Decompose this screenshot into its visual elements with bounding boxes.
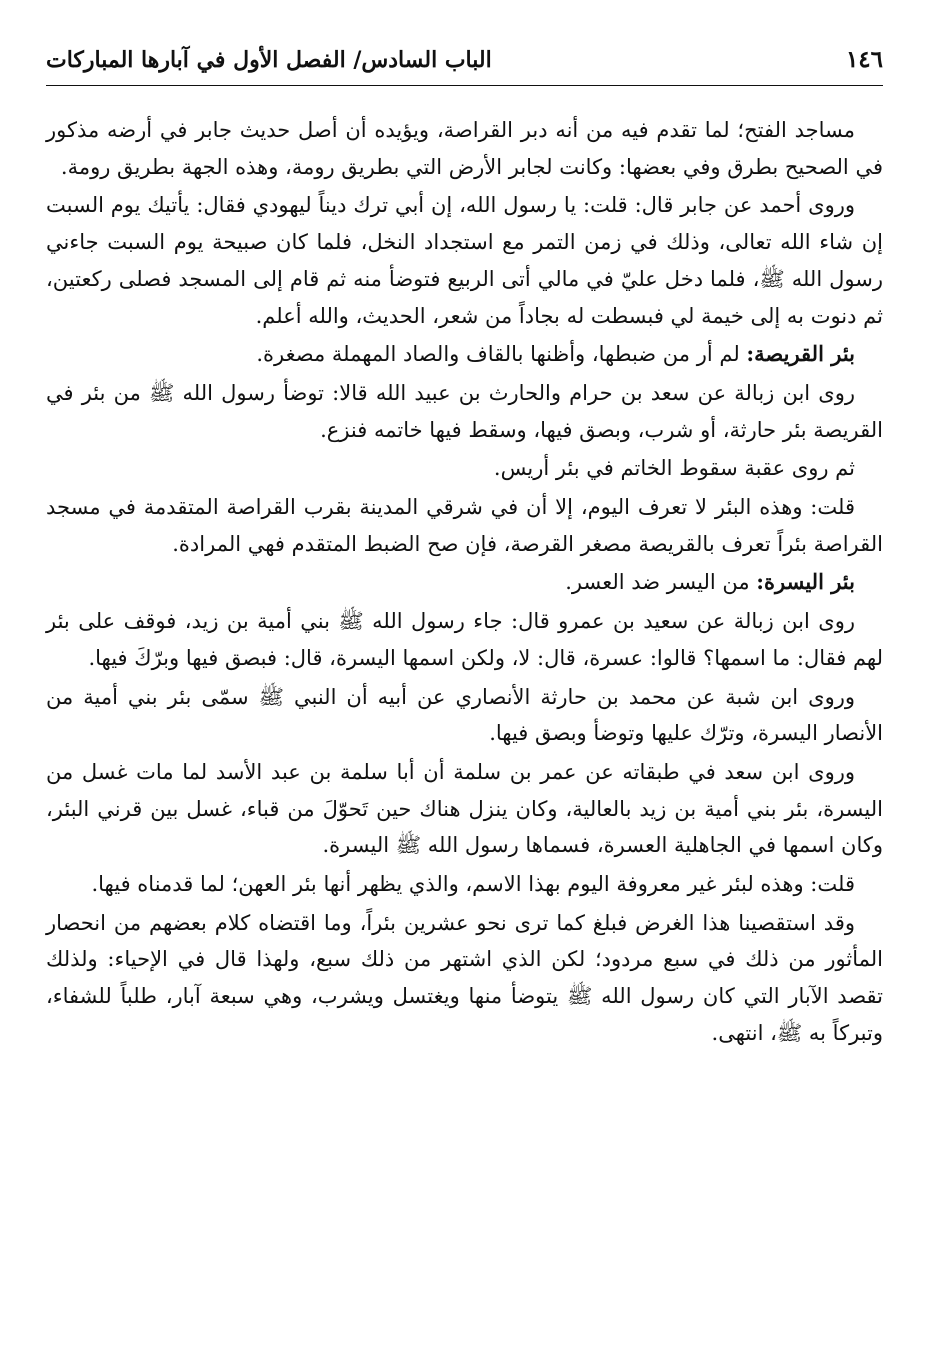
- paragraph: روى ابن زبالة عن سعيد بن عمرو قال: جاء رسول الله ﷺ بني أمية بن زيد، فوقف على بئر لهم فقال: ما اسمها؟ قالوا: عسرة، قال: لا، ولكن اسمها اليسرة، قال: فبصق فيها وبرّكَ فيها.: [46, 609, 883, 670]
- page-header: [46, 42, 883, 86]
- page-number: ١٤٦: [845, 46, 883, 73]
- paragraph: وقد استقصينا هذا الغرض فبلغ كما ترى نحو عشرين بئراً، وما اقتضاه كلام بعضهم من انحصار المأثور من ذلك في سبع مردود؛ لكن الذي اشتهر من ذلك سبع، ولهذا قال في الإحياء: ولذلك تقصد الآبار التي كان رسول الله ﷺ يتوضأ منها ويغتسل ويشرب، وهي سبعة آبار، طلباً للشفاء، وتبركاً به ﷺ، انتهى.: [46, 910, 883, 1045]
- paragraph: وروى ابن سعد في طبقاته عن عمر بن سلمة أن أبا سلمة بن عبد الأسد لما مات غسل من اليسرة، بئر بني أمية بن زيد بالعالية، وكان ينزل هناك حين تَحوّلَ من قباء، غسل بين قرني البئر، وكان اسمها في الجاهلية العسرة، فسماها رسول الله ﷺ اليسرة.: [46, 759, 883, 858]
- paragraph: بئر القريصة: لم أر من ضبطها، وأظنها بالقاف والصاد المهملة مصغرة.: [256, 341, 855, 367]
- page-body: [46, 112, 883, 1054]
- well-name-term: بئر اليسرة:: [756, 569, 855, 595]
- running-title: الباب السادس/ الفصل الأول في آبارها المباركات: [46, 47, 492, 73]
- paragraph: وروى أحمد عن جابر قال: قلت: يا رسول الله، إن أبي ترك ديناً ليهودي فقال: يأتيك يوم السبت إن شاء الله تعالى، وذلك في زمن التمر مع استجداد النخل، فلما كان صبيحة يوم السبت جاءني رسول الله ﷺ، فلما دخل عليّ في مالي أتى الربيع فتوضأ منه ثم قام إلى المسجد فصلى ركعتين، ثم دنوت به إلى خيمة لي فبسطت له بجاداً من شعر، الحديث، والله أعلم.: [46, 193, 883, 328]
- paragraph: وروى ابن شبة عن محمد بن حارثة الأنصاري عن أبيه أن النبي ﷺ سمّى بئر بني أمية من الأنصار اليسرة، وترّك عليها وتوضأ وبصق فيها.: [46, 684, 883, 746]
- well-name-term: بئر القريصة:: [746, 341, 855, 367]
- paragraph: ثم روى عقبة سقوط الخاتم في بئر أريس.: [493, 456, 855, 481]
- paragraph: قلت: وهذه لبئر غير معروفة اليوم بهذا الاسم، والذي يظهر أنها بئر العهن؛ لما قدمناه فيها.: [91, 872, 855, 897]
- paragraph: مساجد الفتح؛ لما تقدم فيه من أنه دبر القراصة، ويؤيده أن أصل حديث جابر في أرضه مذكور في الصحيح بطرق وفي بعضها: وكانت لجابر الأرض التي بطريق رومة، وهذه الجهة بطريق رومة.: [46, 118, 883, 179]
- paragraph: روى ابن زبالة عن سعد بن حرام والحارث بن عبيد الله قالا: توضأ رسول الله ﷺ من بئر في القريصة بئر حارثة، أو شرب، وبصق فيها، وسقط فيها خاتمه فنزع.: [46, 380, 883, 442]
- header-rule: [46, 85, 883, 86]
- paragraph: بئر اليسرة: من اليسر ضد العسر.: [565, 569, 855, 595]
- paragraph: قلت: وهذه البئر لا تعرف اليوم، إلا أن في شرقي المدينة بقرب القراصة المتقدمة في مسجد القراصة بئراً تعرف بالقريصة مصغر القرصة، فإن صح الضبط المتقدم فهي المرادة.: [46, 495, 883, 556]
